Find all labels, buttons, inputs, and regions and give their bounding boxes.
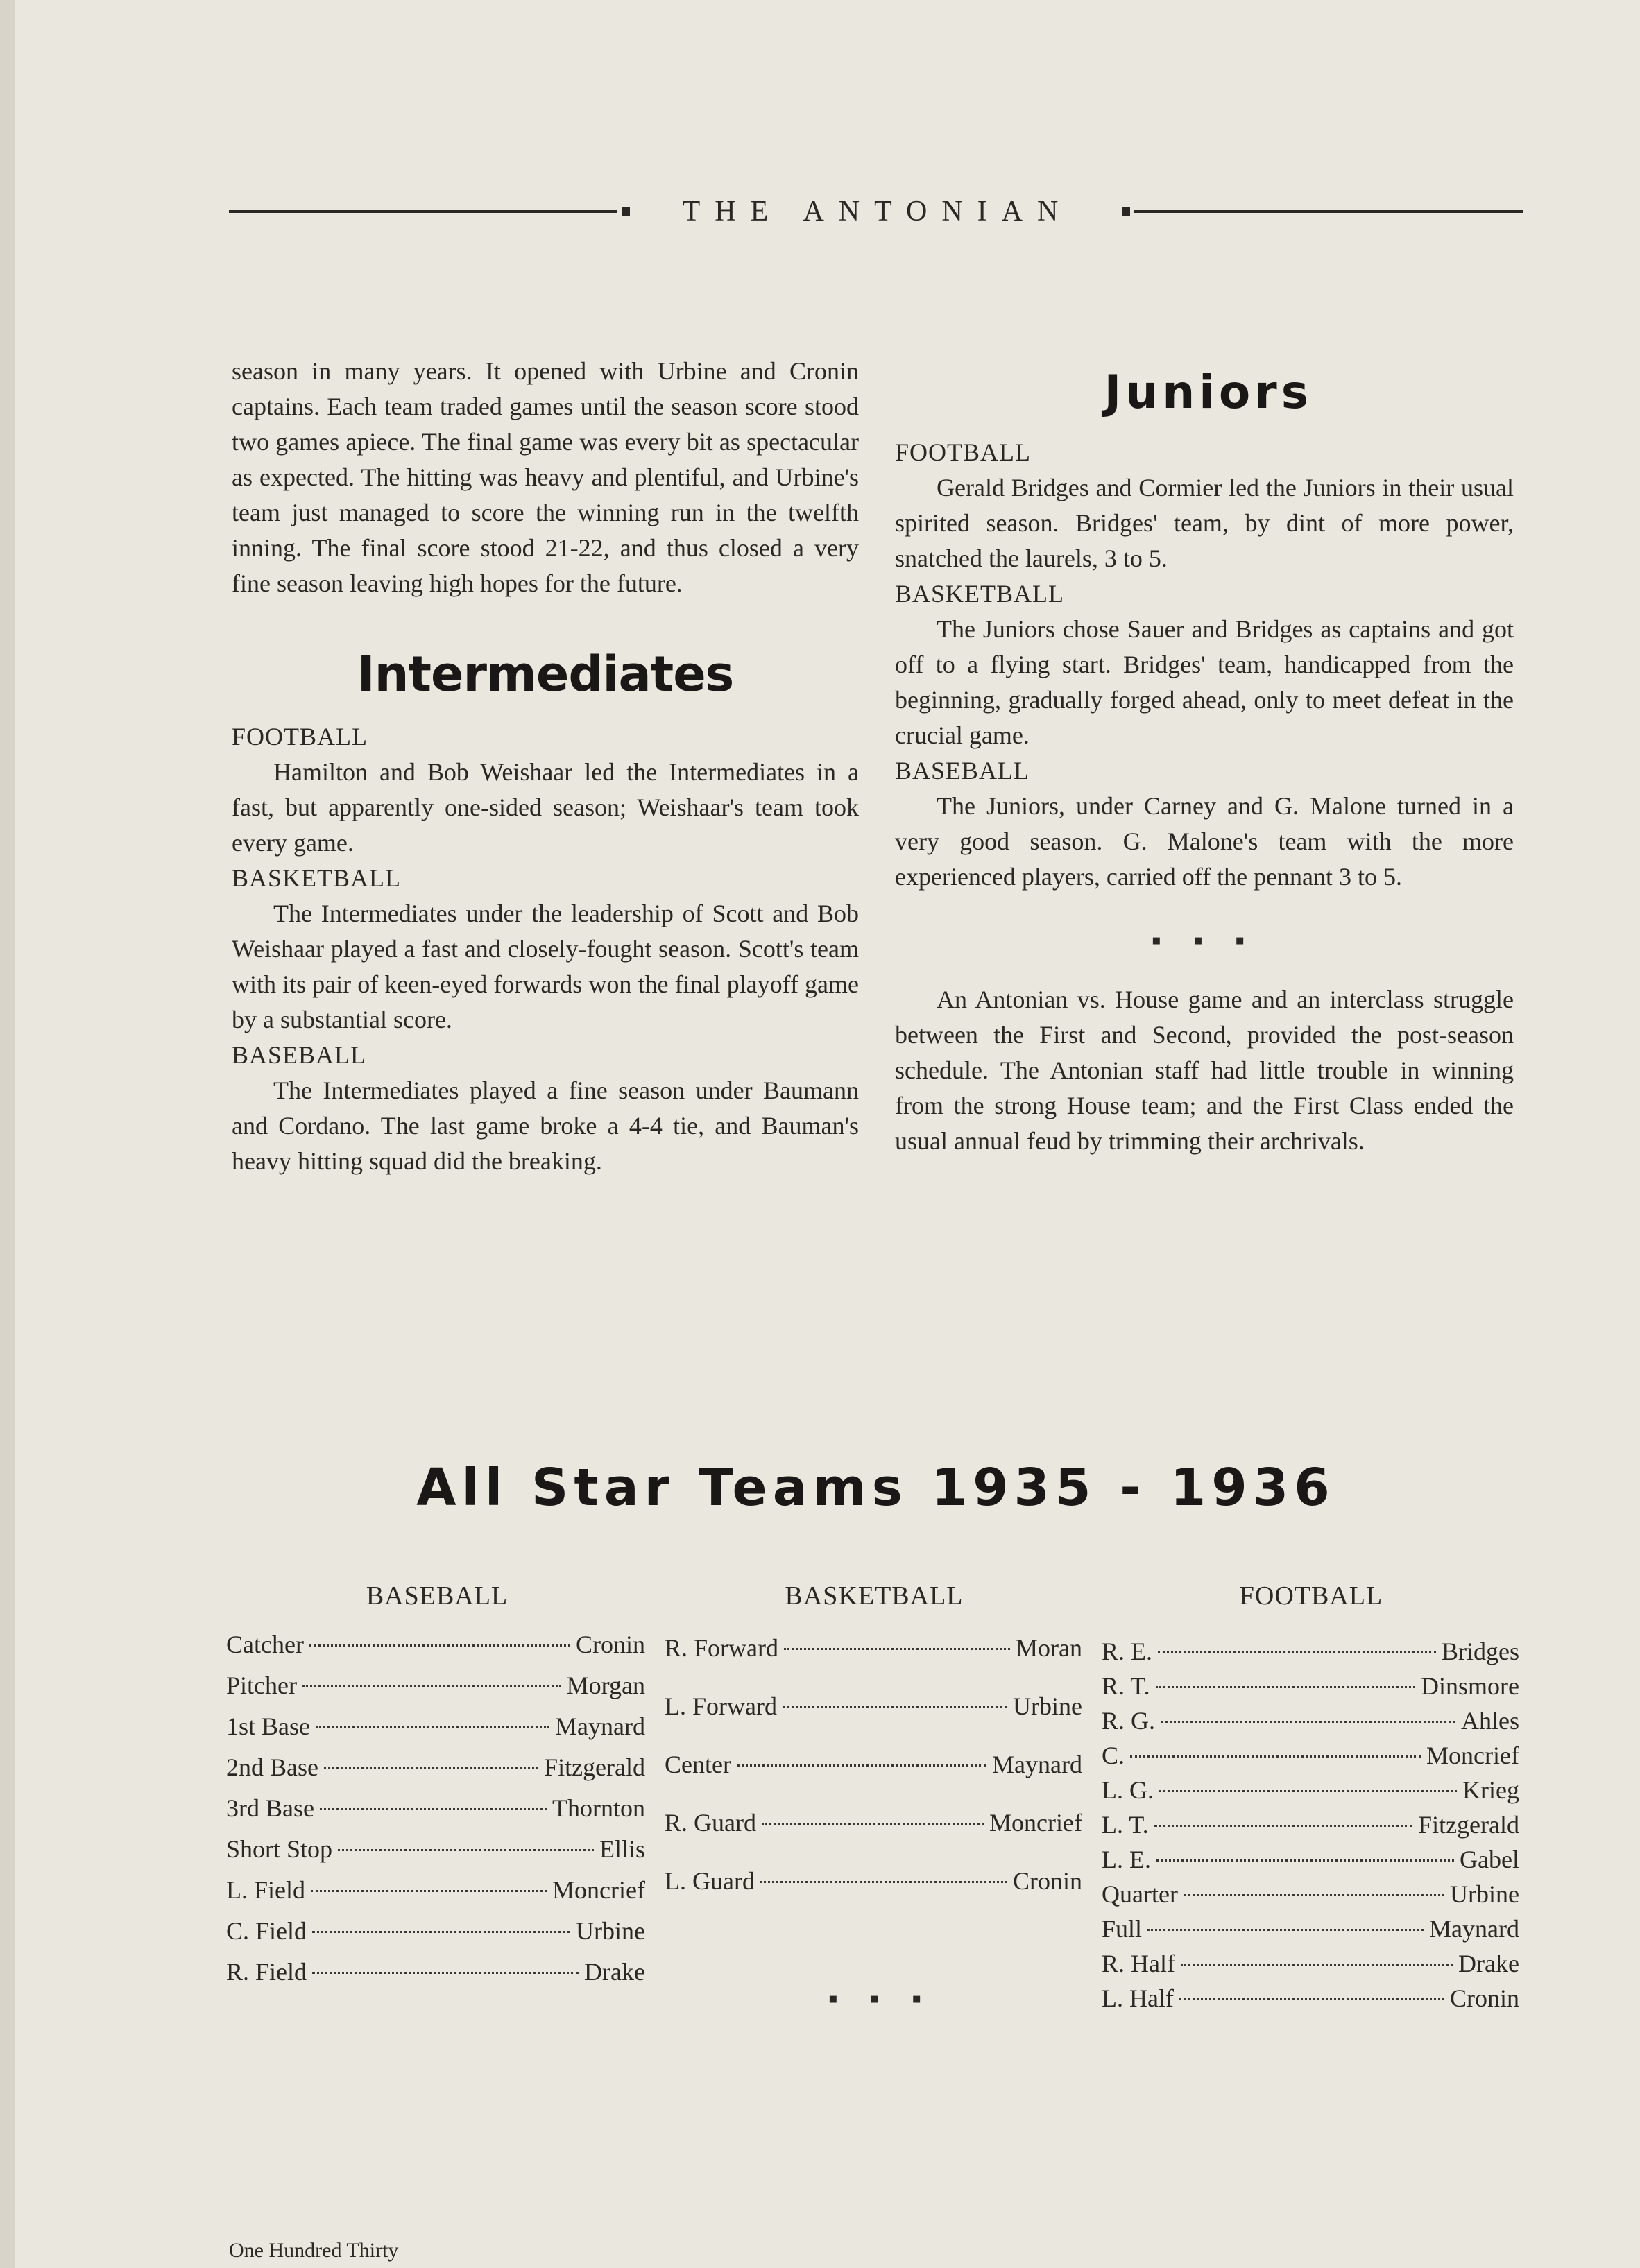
- roster-row: [665, 1633, 1082, 1692]
- roster-position: 1st Base: [226, 1712, 310, 1740]
- roster-player: Urbine: [1013, 1692, 1082, 1720]
- roster-position: L. T.: [1102, 1811, 1149, 1839]
- roster-row: [226, 1916, 645, 1957]
- dot-leader: [324, 1767, 538, 1769]
- roster-position: Short Stop: [226, 1835, 333, 1863]
- roster-position: Center: [665, 1751, 731, 1778]
- section-separator: ▪ ▪ ▪: [1151, 925, 1258, 956]
- intermediates-football-text: Hamilton and Bob Weishaar led the Intermediates in a fast, but apparently one-sided season; Weishaar's team took every game.: [232, 758, 859, 857]
- roster-player: Gabel: [1460, 1846, 1519, 1873]
- roster-position: Catcher: [226, 1631, 304, 1658]
- roster-position: C.: [1102, 1742, 1125, 1769]
- roster-row: [226, 1875, 645, 1916]
- roster-position: R. Forward: [665, 1634, 778, 1662]
- roster-position: R. Half: [1102, 1950, 1175, 1977]
- roster-row: [226, 1712, 645, 1753]
- dot-leader: [1159, 1790, 1457, 1792]
- roster-player: Cronin: [1012, 1867, 1082, 1895]
- intermediates-title: Intermediates: [357, 646, 734, 703]
- dot-leader: [302, 1685, 561, 1687]
- roster-position: R. E.: [1102, 1638, 1153, 1665]
- roster-row: [1102, 1776, 1519, 1810]
- juniors-football-text: Gerald Bridges and Cormier led the Juniors in their usual spirited season. Bridges' team, by dint of more power, snatched the laurels, 3 to 5.: [895, 474, 1514, 572]
- dot-leader: [1130, 1755, 1421, 1758]
- publication-title: THE ANTONIAN: [682, 196, 1073, 227]
- roster-row: [1102, 1845, 1519, 1880]
- dot-leader: [762, 1823, 984, 1825]
- roster-position: L. G.: [1102, 1776, 1154, 1804]
- roster-player: Drake: [584, 1958, 645, 1986]
- roster-player: Fitzgerald: [1418, 1811, 1519, 1839]
- roster-row: [1102, 1741, 1519, 1776]
- dot-leader: [311, 1890, 547, 1892]
- dot-leader: [316, 1726, 549, 1728]
- football-roster: [1102, 1637, 1519, 2018]
- roster-position: C. Field: [226, 1917, 307, 1945]
- roster-position: Quarter: [1102, 1880, 1178, 1908]
- roster-row: [1102, 1810, 1519, 1845]
- roster-position: R. Guard: [665, 1809, 756, 1837]
- header-dot-left: [622, 207, 630, 216]
- roster-row: [1102, 1984, 1519, 2018]
- roster-row: [665, 1750, 1082, 1808]
- roster-position: Full: [1102, 1915, 1143, 1943]
- intermediates-basketball-text: The Intermediates under the leadership of Scott and Bob Weishaar played a fast and closely-fought season. Scott's team with its pair of keen-eyed forwards won the final playoff game by a substantial score.: [232, 900, 859, 1033]
- intermediates-baseball-text: The Intermediates played a fine season under Baumann and Cordano. The last game broke a 4-4 tie, and Bauman's heavy hitting squad did the breaking.: [232, 1076, 859, 1175]
- continued-paragraph: season in many years. It opened with Urbine and Cronin captains. Each team traded games until the season score stood two games apiece. The final game was every bit as spectacular as expected. The hitting was heavy and plentiful, and Urbine's team just managed to score the winning run in the twelfth inning. The final score stood 21-22, and thus closed a very fine season leaving high hopes for the future.: [232, 357, 859, 597]
- dot-leader: [737, 1764, 986, 1767]
- intermediates-baseball-heading: BASEBALL: [232, 1041, 367, 1069]
- intermediates-football-heading: FOOTBALL: [232, 723, 368, 750]
- roster-row: [665, 1808, 1082, 1866]
- roster-row: [1102, 1914, 1519, 1949]
- header-dot-right: [1122, 207, 1130, 216]
- dot-leader: [1154, 1825, 1412, 1827]
- roster-player: Ellis: [599, 1835, 645, 1863]
- roster-row: [665, 1866, 1082, 1925]
- dot-leader: [1156, 1859, 1454, 1862]
- juniors-basketball-text: The Juniors chose Sauer and Bridges as captains and got off to a flying start. Bridges' team, handicapped from the beginning, gradually forged ahead, only to meet defeat in the crucial game.: [895, 615, 1514, 749]
- roster-player: Drake: [1458, 1950, 1519, 1977]
- roster-row: [226, 1835, 645, 1875]
- roster-player: Maynard: [992, 1751, 1082, 1778]
- roster-position: Pitcher: [226, 1672, 297, 1699]
- header-rule-left: [229, 210, 617, 213]
- basketball-roster: [665, 1633, 1082, 1925]
- post-season-text: An Antonian vs. House game and an interclass struggle between the First and Second, provided the post-season schedule. The Antonian staff had little trouble in winning from the strong House team; and the First Class ended the usual annual feud by trimming their archrivals.: [895, 986, 1514, 1155]
- dot-leader: [1184, 1894, 1444, 1896]
- roster-player: Moncrief: [989, 1809, 1082, 1837]
- juniors-basketball-heading: BASKETBALL: [895, 580, 1064, 608]
- roster-position: R. T.: [1102, 1672, 1150, 1700]
- left-column: [232, 354, 859, 1179]
- roster-position: L. Forward: [665, 1692, 777, 1720]
- roster-player: Thornton: [552, 1794, 645, 1822]
- dot-leader: [783, 1706, 1007, 1708]
- roster-player: Cronin: [575, 1631, 645, 1658]
- roster-position: 2nd Base: [226, 1753, 318, 1781]
- roster-row: [226, 1671, 645, 1712]
- dot-leader: [1156, 1686, 1415, 1688]
- intermediates-basketball-heading: BASKETBALL: [232, 864, 401, 892]
- football-team-heading: FOOTBALL: [1239, 1581, 1383, 1610]
- roster-player: Dinsmore: [1421, 1672, 1519, 1700]
- dot-leader: [1158, 1651, 1436, 1653]
- roster-player: Maynard: [555, 1712, 645, 1740]
- dot-leader: [784, 1648, 1010, 1650]
- basketball-team-heading: BASKETBALL: [785, 1581, 964, 1610]
- dot-leader: [1179, 1998, 1444, 2000]
- roster-position: L. Guard: [665, 1867, 755, 1895]
- dot-leader: [1161, 1721, 1455, 1723]
- dot-leader: [1147, 1929, 1424, 1931]
- dot-leader: [320, 1808, 547, 1810]
- roster-row: [665, 1692, 1082, 1750]
- baseball-roster: [226, 1630, 645, 1998]
- roster-position: 3rd Base: [226, 1794, 314, 1822]
- roster-row: [1102, 1880, 1519, 1914]
- roster-position: R. Field: [226, 1958, 307, 1986]
- roster-position: R. G.: [1102, 1707, 1156, 1735]
- roster-player: Moran: [1016, 1634, 1082, 1662]
- roster-row: [1102, 1637, 1519, 1672]
- dot-leader: [1181, 1964, 1453, 1966]
- roster-position: L. Half: [1102, 1984, 1174, 2012]
- roster-position: L. Field: [226, 1876, 305, 1904]
- roster-player: Ahles: [1461, 1707, 1519, 1735]
- dot-leader: [312, 1972, 579, 1974]
- dot-leader: [312, 1931, 570, 1933]
- roster-player: Krieg: [1462, 1776, 1519, 1804]
- roster-player: Cronin: [1449, 1984, 1519, 2012]
- roster-row: [226, 1753, 645, 1794]
- roster-row: [1102, 1706, 1519, 1741]
- roster-row: [1102, 1672, 1519, 1706]
- baseball-team-heading: BASEBALL: [366, 1581, 509, 1610]
- juniors-football-heading: FOOTBALL: [895, 438, 1031, 466]
- roster-player: Morgan: [566, 1672, 645, 1699]
- dot-leader: [760, 1881, 1007, 1883]
- page-number: One Hundred Thirty: [229, 2239, 399, 2262]
- page-binding-edge: [0, 0, 15, 2268]
- right-column: [895, 361, 1514, 1159]
- juniors-baseball-text: The Juniors, under Carney and G. Malone turned in a very good season. G. Malone's team with the more experienced players, carried off the pennant 3 to 5.: [895, 792, 1514, 891]
- dot-leader: [338, 1849, 594, 1851]
- roster-player: Urbine: [1450, 1880, 1519, 1908]
- roster-player: Maynard: [1429, 1915, 1519, 1943]
- roster-row: [226, 1794, 645, 1835]
- juniors-title: Juniors: [1104, 366, 1313, 419]
- header-rule-right: [1134, 210, 1523, 213]
- roster-row: [226, 1630, 645, 1671]
- bottom-separator: ▪ ▪ ▪: [828, 1983, 934, 2014]
- all-star-title: All Star Teams 1935 - 1936: [416, 1458, 1335, 1518]
- roster-position: L. E.: [1102, 1846, 1151, 1873]
- running-header: [229, 191, 1523, 232]
- roster-player: Bridges: [1442, 1638, 1519, 1665]
- dot-leader: [309, 1644, 570, 1647]
- juniors-baseball-heading: BASEBALL: [895, 757, 1030, 784]
- roster-row: [1102, 1949, 1519, 1984]
- roster-player: Moncrief: [1426, 1742, 1519, 1769]
- roster-player: Urbine: [576, 1917, 645, 1945]
- roster-player: Moncrief: [552, 1876, 645, 1904]
- roster-row: [226, 1957, 645, 1998]
- roster-player: Fitzgerald: [544, 1753, 645, 1781]
